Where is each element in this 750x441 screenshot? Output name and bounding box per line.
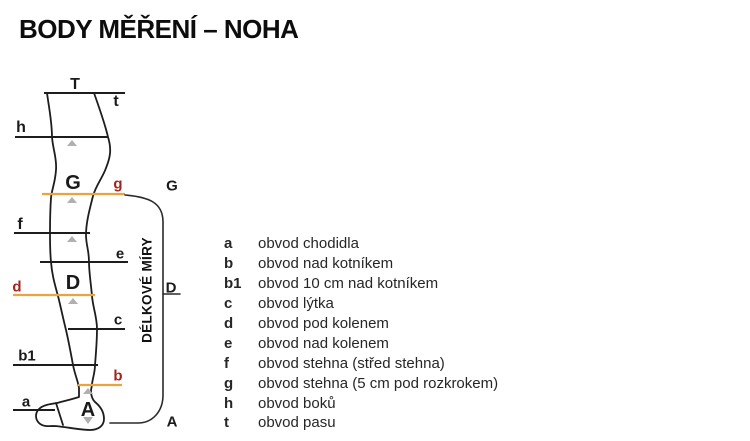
point-label-f: f <box>17 216 23 233</box>
legend-row <box>224 234 498 254</box>
legend-desc: obvod nad kolenem <box>258 334 389 352</box>
legend-desc: obvod pod kolenem <box>258 315 389 332</box>
point-label-b1: b1 <box>18 347 36 365</box>
legend-key: e <box>224 334 233 352</box>
legend-key: t <box>224 414 229 432</box>
bracket-label-D: D <box>165 279 177 297</box>
point-label-T: T <box>70 76 80 93</box>
legend-row <box>224 353 498 373</box>
legend-desc: obvod chodidla <box>258 235 359 253</box>
measurement-legend <box>224 234 498 433</box>
legend-desc: obvod 10 cm nad kotníkem <box>258 275 439 293</box>
point-label-b: b <box>113 367 123 385</box>
length-measures-axis-label: DÉLKOVÉ MÍRY <box>139 237 155 343</box>
legend-desc: obvod pasu <box>258 414 336 432</box>
point-label-c: c <box>113 311 123 329</box>
marker-triangle-d <box>68 298 78 304</box>
bracket-label-G: G <box>166 177 178 195</box>
length-measures-bracket <box>110 195 163 423</box>
legend-row <box>224 274 498 294</box>
point-label-h: h <box>16 119 26 136</box>
legend-key: d <box>224 315 234 332</box>
legend-key: a <box>224 235 233 253</box>
marker-triangle-h <box>67 140 77 146</box>
legend-key: f <box>224 354 229 372</box>
legend-desc: obvod lýtka <box>258 295 334 313</box>
bracket-label-A: A <box>166 413 178 431</box>
legend-key: h <box>224 394 234 412</box>
legend-desc: obvod stehna (střed stehna) <box>258 354 445 372</box>
legend-row <box>224 314 498 334</box>
point-label-e: e <box>115 245 125 263</box>
page-title: BODY MĚŘENÍ – NOHA <box>19 14 299 44</box>
legend-row <box>224 254 498 274</box>
legend-row <box>224 294 498 314</box>
point-label-d: d <box>12 278 22 296</box>
point-label-G: G <box>65 172 81 194</box>
legend-row <box>224 413 498 433</box>
legend-row <box>224 373 498 393</box>
marker-triangle-f <box>67 236 77 242</box>
point-label-a: a <box>21 393 31 411</box>
leg-diagram-graphic <box>0 0 200 441</box>
legend-desc: obvod stehna (5 cm pod rozkrokem) <box>258 374 499 392</box>
point-label-A: A <box>80 399 96 421</box>
point-label-t: t <box>113 93 119 110</box>
marker-triangle-g <box>67 197 77 203</box>
point-label-D: D <box>65 272 81 294</box>
legend-row <box>224 333 498 353</box>
legend-key: g <box>224 374 234 392</box>
legend-desc: obvod boků <box>258 394 336 412</box>
legend-desc: obvod nad kotníkem <box>258 255 394 273</box>
legend-row <box>224 393 498 413</box>
legend-key: c <box>224 295 233 313</box>
legend-key: b <box>224 255 234 273</box>
heel-separator-line <box>56 403 63 425</box>
legend-key: b1 <box>224 275 242 293</box>
point-label-g: g <box>113 175 123 193</box>
